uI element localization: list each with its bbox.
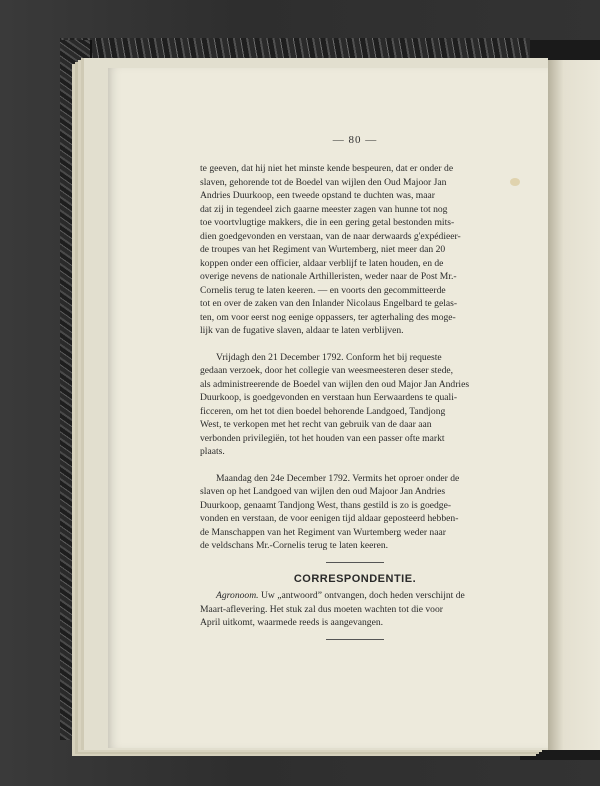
text-line: toe voortvlugtige makkers, die in een gering getal bestonden mits-	[200, 217, 455, 228]
text-line: gedaan verzoek, door het collegie van weesmeesteren deser stede,	[200, 365, 454, 376]
text-line: Duurkoop, is goedgevonden en verstaan hun Eerwaardens te quali-	[200, 392, 458, 403]
paper-stain	[510, 178, 520, 186]
text-line: de Manschappen van het Regiment van Wurtemberg weder naar	[200, 526, 446, 538]
text-line: April uitkomt, waarmede reeds is aangevangen.	[200, 617, 384, 628]
marbled-binding-top	[60, 38, 530, 60]
text-line: slaven, gehorende tot de Boedel van wijlen den Oud Majoor Jan	[200, 176, 447, 188]
correspondence-first-line	[200, 589, 510, 603]
text-line: vonden en verstaan, de voor eenigen tijd aldaar geposteerd hebben-	[200, 513, 459, 524]
text-line: verbonden privilegiën, tot het houden van een passer ofte markt	[200, 432, 445, 444]
paragraph-21-december	[200, 351, 510, 459]
text-line: ten, om voor eerst nog eenige oppassers, ter agterhaling des moge-	[200, 311, 456, 323]
text-line: ficceren, om het tot dien boedel behorende Landgoed, Tandjong	[200, 405, 446, 417]
end-divider	[326, 639, 384, 640]
text-line: lijk van de fugative slaven, aldaar te laten verblijven.	[200, 325, 404, 336]
text-line: te geeven, dat hij niet het minste kende bespeuren, dat er onder de	[200, 163, 454, 174]
text-line: tot en over de zaken van den Inlander Nicolaus Engelbard te gelas-	[200, 298, 458, 309]
text-line: koppen onder een officier, aldaar verblijf te laten houden, en de	[200, 257, 444, 269]
text-line: Maandag den 24e December 1792. Vermits het oproer onder de	[216, 472, 460, 484]
paragraph-continuation	[200, 162, 510, 338]
correspondent-name: Agronoom.	[216, 590, 259, 601]
text-line: de troupes van het Regiment van Wurtemberg, niet meer dan 20	[200, 244, 446, 255]
section-divider	[326, 562, 384, 563]
text-line: Andries Duurkoop, een tweede opstand te duchten was, maar	[200, 190, 435, 201]
text-line: dien goedgevonden en verstaan, van de naar derwaards g'expédieer-	[200, 230, 461, 242]
correspondence-heading: CORRESPONDENTIE.	[293, 572, 417, 585]
text-line: slaven op het Landgoed van wijlen den oud Majoor Jan Andries	[200, 486, 446, 497]
text-line: Maart-aflevering. Het stuk zal dus moeten wachten tot die voor	[200, 603, 443, 615]
text-line: Vrijdagh den 21 December 1792. Conform het bij requeste	[216, 351, 442, 363]
page-text	[200, 162, 510, 650]
paragraph-24-december	[200, 472, 510, 553]
text-line: als administreerende de Boedel van wijlen den oud Major Jan Andries	[200, 378, 470, 390]
text-line: dat zij in tegendeel zich gaarne meester zagen van hunne tot nog	[200, 203, 448, 215]
text-line: de veldschans Mr.-Cornelis terug te laten keeren.	[200, 540, 389, 551]
text-line: plaats.	[200, 446, 225, 457]
text-line: overige nevens de nationale Arthilleristen, weder naar de Post Mr.-	[200, 271, 457, 282]
page-number: — 80 —	[332, 134, 378, 146]
correspondence-paragraph	[200, 589, 510, 630]
text-line: West, te verkopen met het recht van gebruik van de daar aan	[200, 419, 432, 430]
correspondence-text-first: Uw „antwoord” ontvangen, doch heden verschijnt de	[260, 590, 465, 601]
text-line: Cornelis terug te laten keeren. — en voorts den gecommitteerde	[200, 284, 446, 296]
text-line: Duurkoop, genaamt Tandjong West, thans gestild is zo is goedge-	[200, 499, 452, 511]
facing-page-edge	[548, 60, 600, 750]
